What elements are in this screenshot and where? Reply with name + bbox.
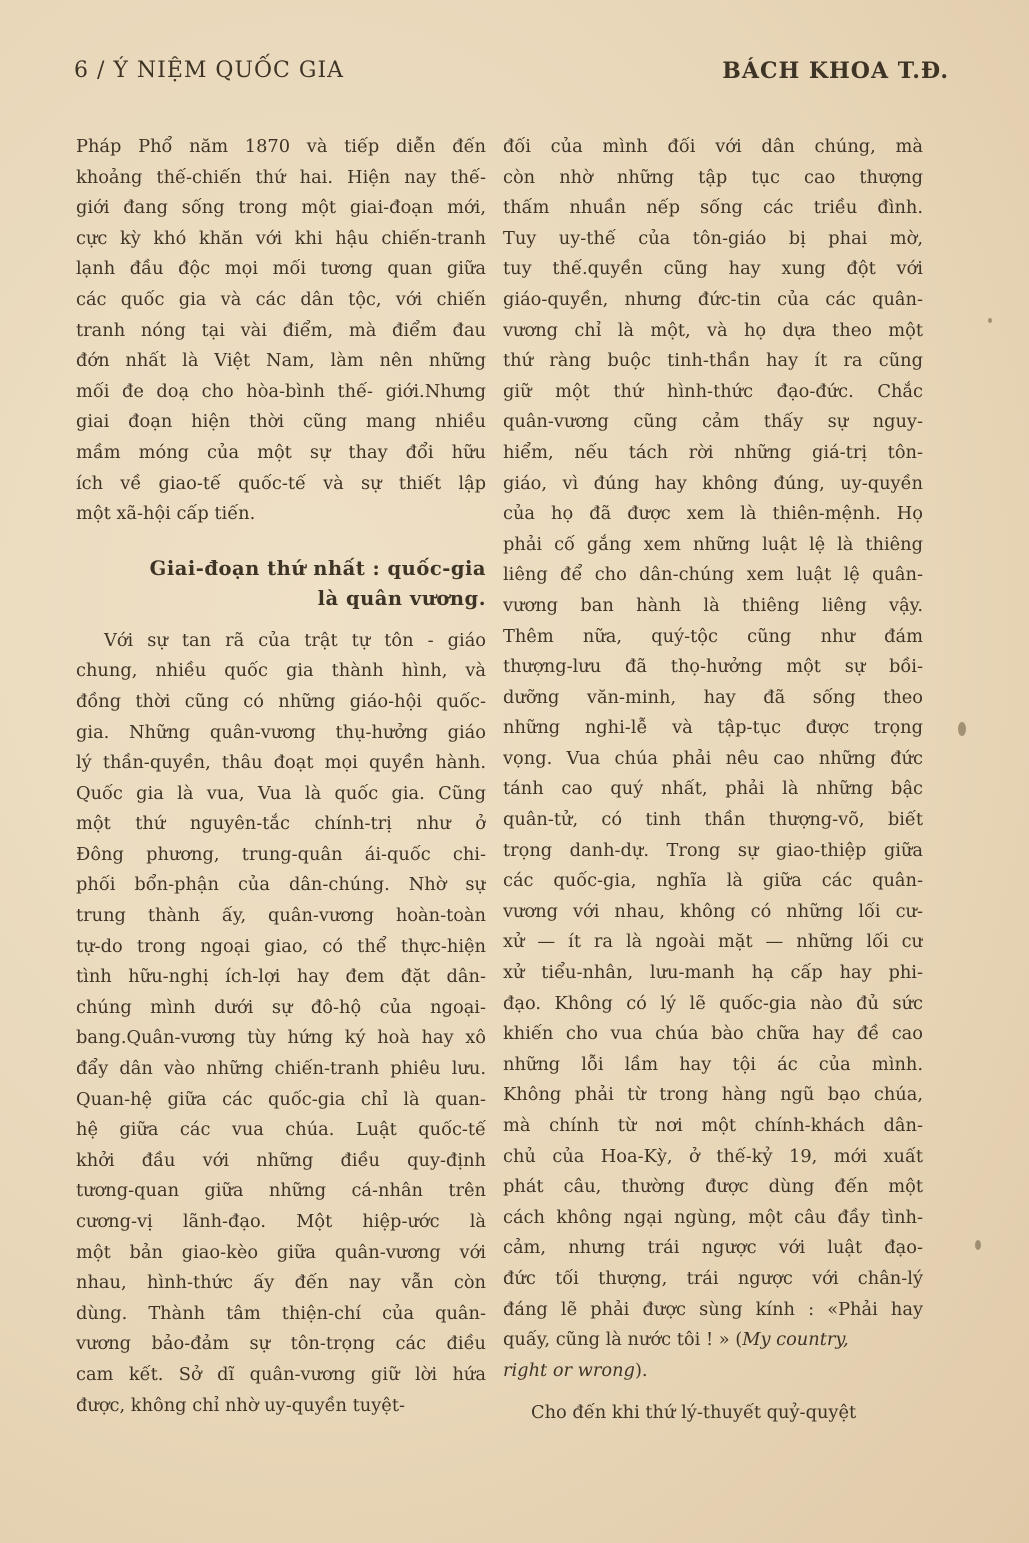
page-header [74, 58, 949, 90]
text-line: Pháp Phổ năm 1870 và tiếp diễn đến [76, 136, 486, 157]
text-line: giữ một thứ hình-thức đạo-đức. Chắc [503, 380, 923, 402]
text-line: còn nhờ những tập tục cao thượng [503, 166, 923, 188]
text-line: trung thành ấy, quân-vương hoàn-toàn [76, 905, 486, 927]
text-line: bang.Quân-vương tùy hứng ký hoà hay xô [76, 1027, 486, 1049]
text-line: vương với nhau, không có những lối cư- [503, 900, 923, 922]
text-line: chủ của Hoa-Kỳ, ở thế-kỷ 19, mới xuất [503, 1145, 923, 1167]
paper-blemish [975, 1240, 981, 1250]
section-heading: Giai-đoạn thứ nhất : quốc-gia [149, 556, 486, 580]
quote-prefix: quấy, cũng là nước tôi ! » ( [503, 1329, 743, 1351]
paragraph-start: Cho đến khi thứ lý-thuyết quỷ-quyệt [531, 1402, 857, 1424]
text-line: giáo-quyền, nhưng đức-tin của các quân- [503, 288, 923, 310]
text-line: giới đang sống trong một giai-đoạn mới, [76, 197, 486, 219]
quote-english-2: right or wrong [503, 1359, 635, 1381]
text-line: hệ giữa các vua chúa. Luật quốc-tế [76, 1119, 486, 1141]
quote-english: My country, [742, 1329, 849, 1351]
text-line: lý thần-quyền, thâu đoạt mọi quyền hành. [76, 752, 486, 774]
text-line: trọng danh-dự. Trong sự giao-thiệp giữa [503, 839, 923, 861]
text-line: một thứ nguyên-tắc chính-trị như ở [76, 813, 486, 835]
text-line: các quốc-gia, nghĩa là giữa các quân- [503, 870, 923, 892]
section-heading-line2: là quân vương. [317, 586, 486, 610]
publication-name: BÁCH KHOA T.Đ. [722, 58, 949, 84]
text-line: một xã-hội cấp tiến. [76, 503, 256, 525]
text-line: tự-do trong ngoại giao, có thể thực-hiện [76, 935, 486, 957]
text-line: khởi đầu với những điều quy-định [76, 1149, 486, 1171]
text-line: thứ ràng buộc tinh-thần hay ít ra cũng [503, 350, 923, 372]
text-line: những nghi-lễ và tập-tục được trọng [503, 717, 923, 739]
quote-line-2 [503, 1356, 923, 1387]
text-line: tình hữu-nghị ích-lợi hay đem đặt dân- [76, 966, 486, 988]
text-line: nhau, hình-thức ấy đến nay vẫn còn [76, 1272, 486, 1294]
text-line: Tuy uy-thế của tôn-giáo bị phai mờ, [503, 227, 923, 249]
paragraph-continuation [503, 132, 923, 1325]
right-column [503, 132, 923, 1429]
text-line: đồng thời cũng có những giáo-hội quốc- [76, 690, 486, 712]
text-line: mà chính từ nơi một chính-khách dân- [503, 1115, 923, 1136]
text-line: lạnh đầu độc mọi mối tương quan giữa [76, 258, 486, 280]
text-line: tuy thế.quyền cũng hay xung đột với [503, 258, 923, 280]
text-line: mầm móng của một sự thay đổi hữu [76, 441, 486, 463]
text-line: hiểm, nếu tách rời những giá-trị tôn- [503, 441, 923, 463]
text-line: chung, nhiều quốc gia thành hình, và [76, 660, 486, 682]
text-line: những lỗi lầm hay tội ác của mình. [503, 1053, 923, 1075]
paper-blemish [958, 722, 966, 736]
text-line: đức tối thượng, trái ngược với chân-lý [503, 1267, 923, 1289]
text-line: được, không chỉ nhờ uy-quyền tuyệt- [76, 1394, 405, 1416]
text-line: liêng để cho dân-chúng xem luật lệ quân- [503, 564, 923, 586]
text-line: vọng. Vua chúa phải nêu cao những đức [503, 747, 923, 769]
text-line: phát câu, thường được dùng đến một [503, 1176, 923, 1198]
text-line: ích về giao-tế quốc-tế và sự thiết lập [76, 472, 486, 494]
text-line: vương chỉ là một, và họ dựa theo một [503, 319, 923, 341]
text-line: đẩy dân vào những chiến-tranh phiêu lưu. [76, 1058, 486, 1080]
text-line: tranh nóng tại vài điểm, mà điểm đau [76, 319, 486, 341]
text-line: Thêm nữa, quý-tộc cũng như đám [503, 625, 923, 647]
text-line: Quan-hệ giữa các quốc-gia chỉ là quan- [76, 1088, 486, 1110]
text-line: các quốc gia và các dân tộc, với chiến [76, 288, 486, 310]
text-line: dưỡng văn-minh, hay đã sống theo [503, 686, 923, 708]
text-line: phối bổn-phận của dân-chúng. Nhờ sự [76, 874, 486, 896]
text-line: giai đoạn hiện thời cũng mang nhiều [76, 411, 486, 433]
text-line: Đông phương, trung-quân ái-quốc chi- [76, 843, 486, 865]
text-line: xử tiểu-nhân, lưu-manh hạ cấp hay phi- [503, 962, 923, 984]
text-line: thượng-lưu đã thọ-hưởng một sự bồi- [503, 656, 923, 678]
paper-blemish [988, 318, 992, 323]
text-line: thấm nhuần nếp sống các triều đình. [503, 197, 923, 219]
text-line: tương-quan giữa những cá-nhân trên [76, 1180, 486, 1202]
text-line: quân-vương cũng cảm thấy sự nguy- [503, 411, 923, 433]
text-line: dùng. Thành tâm thiện-chí của quân- [76, 1302, 486, 1324]
paragraph [76, 626, 486, 1421]
text-line: khoảng thế-chiến thứ hai. Hiện nay thế- [76, 166, 486, 188]
text-line: của họ đã được xem là thiên-mệnh. Họ [503, 503, 923, 525]
paragraph-continuation [76, 132, 486, 530]
text-line: Quốc gia là vua, Vua là quốc gia. Cũng [76, 782, 486, 804]
text-line: Với sự tan rã của trật tự tôn - giáo [104, 629, 486, 651]
text-line: đối của mình đối với dân chúng, mà [503, 136, 923, 157]
text-line: cam kết. Sở dĩ quân-vương giữ lời hứa [76, 1363, 486, 1385]
text-line: quân-tử, có tinh thần thượng-võ, biết [503, 809, 923, 831]
text-line: tánh cao quý nhất, phải là những bậc [503, 778, 923, 800]
text-line: vương ban hành là thiêng liêng vậy. [503, 594, 923, 616]
text-line: giáo, vì đúng hay không đúng, uy-quyền [503, 472, 923, 494]
text-line: đáng lẽ phải được sùng kính : «Phải hay [503, 1298, 923, 1320]
text-line: đạo. Không có lý lẽ quốc-gia nào đủ sức [503, 992, 923, 1014]
text-line: cương-vị lãnh-đạo. Một hiệp-ước là [76, 1211, 486, 1232]
text-line: xử — ít ra là ngoài mặt — những lối cư [503, 931, 923, 953]
text-line: cực kỳ khó khăn với khi hậu chiến-tranh [76, 227, 486, 249]
text-line: phải cố gắng xem những luật lệ là thiêng [503, 533, 923, 555]
text-line: mối đe doạ cho hòa-bình thế- giới.Nhưng [76, 380, 486, 402]
text-line: gia. Những quân-vương thụ-hưởng giáo [76, 721, 486, 743]
text-line: cảm, nhưng trái ngược với luật đạo- [503, 1237, 923, 1259]
left-column [76, 132, 486, 1421]
text-line: khiến cho vua chúa bào chữa hay đề cao [503, 1023, 923, 1045]
text-line: một bản giao-kèo giữa quân-vương với [76, 1241, 486, 1263]
running-title: 6 / Ý NIỆM QUỐC GIA [74, 58, 345, 83]
quote-suffix: ). [634, 1359, 648, 1381]
text-line: đớn nhất là Việt Nam, làm nên những [76, 350, 486, 372]
text-line: Không phải từ trong hàng ngũ bạo chúa, [503, 1084, 923, 1106]
text-line: chúng mình dưới sự đô-hộ của ngoại- [76, 996, 486, 1018]
text-line: vương bảo-đảm sự tôn-trọng các điều [76, 1333, 486, 1355]
quote-line [503, 1325, 923, 1356]
text-line: cách không ngại ngùng, một câu đầy tình- [503, 1206, 923, 1228]
